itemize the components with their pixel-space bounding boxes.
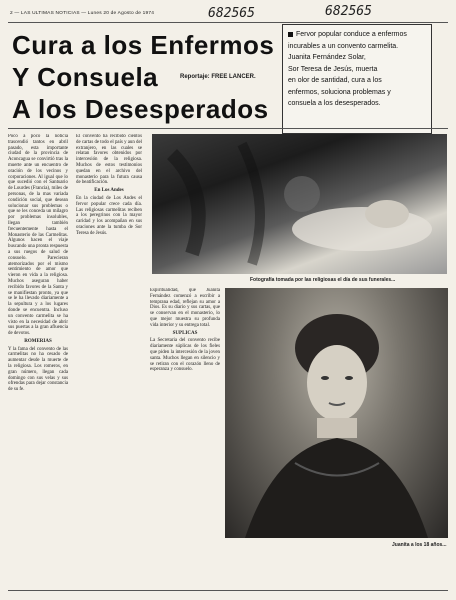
summary-box xyxy=(282,24,432,134)
subheading-romerias: ROMERIAS xyxy=(24,338,52,344)
headline-line-1: Cura a los Enfermos xyxy=(12,30,275,60)
article-column-3 xyxy=(150,288,220,588)
funeral-photo xyxy=(152,134,447,274)
bottom-rule xyxy=(8,590,448,591)
top-rule xyxy=(8,22,448,23)
funeral-photo-illustration xyxy=(152,134,447,274)
article-column-1 xyxy=(8,134,68,589)
section-rule xyxy=(8,128,448,129)
headline-line-2: Y Consuela xyxy=(12,62,159,92)
article-column-2 xyxy=(76,134,142,464)
summary-line: Sor Teresa de Jesús, muerta xyxy=(288,65,378,73)
column-text: La Secretaria del convento recibe diariamente súplicas de los fieles que piden la intercesión de la joven santa. Muchos llegan en silencio y se retiran con el corazón lleno de esperanza y consuelo. xyxy=(150,338,220,373)
running-head: 2 — LAS ULTIMAS NOTICIAS — Lunes 20 de Agosto de 1974 xyxy=(10,11,155,16)
portrait-illustration xyxy=(225,288,448,538)
column-text: En la ciudad de Los Andes el fervor popular crece cada día. Las religiosas carmelitas reciben a los peregrinos con la mayor caridad y los acompañan en sus oraciones ante la tumba de Sor Teresa de Jesús. xyxy=(76,195,142,236)
summary-line: incurables a un convento carmelita. xyxy=(288,42,399,50)
photo-caption-2: Juanita a los 18 años... xyxy=(392,542,447,548)
summary-line: enfermos, soluciona problemas y xyxy=(288,88,391,96)
column-text: Espiritualidad, que Juanita Fernández comenzó a escribir a temprana edad, reflejan su amor a Dios. Es su diario y sus cartas, que se conservan en el monasterio, lo que mejor muestra su profunda vida interior y su entrega total. xyxy=(150,288,220,328)
summary-line: consuela a los desesperados. xyxy=(288,100,381,107)
bullet-icon xyxy=(288,32,293,37)
handwritten-number-1: 682565 xyxy=(208,6,255,21)
handwritten-number-2: 682565 xyxy=(325,4,372,19)
summary-line: Fervor popular conduce a enfermos xyxy=(288,29,426,41)
summary-line: Juanita Fernández Solar, xyxy=(288,54,366,61)
subheading-los-andes: En Los Andes xyxy=(94,188,124,194)
headline-line-3: A los Desesperados xyxy=(12,94,269,124)
column-text: Y la fama del convento de las carmelitas no ha cesado de aumentar desde la muerte de la religiosa. Los romeros, en gran número, llegan cada domingo con sus velas y sus ofrendas para dejar constancia de su fe. xyxy=(8,346,68,393)
byline: Reportaje: FREE LANCER. xyxy=(180,74,256,80)
column-text: Poco a poco la noticia trascendió tantos en abril pasado, esta importante ciudad de la provincia de Aconcagua se convirtió tras la muerte ante un encuentro de oración de los vecinos y corporaciones. Al igual que lo que sucedió con el Santuario de Lourdes (Francia), miles de personas, de la mas variada condición social, que desean solucionar sus problemas o que se les conceda un milagro por problemas insolubles, llegan también frecuentemente hasta el Monasterio de las Carmelitas. Algunos hacen el viaje buscando una pronta respuesta a sus ruegos de salud de consuelo. Parecieran atemorizados por el mismo sentimiento de amor que vieron en vida a la religiosa. Muchos aseguran haber recibido favores de la Santa y se manifiestan pronto, ya que se le ha llevado diariamente a la sepultura y a los lugares donde se encuentra. Incluso un convento carmelita se ha visto en la necesidad de abrir sus puertas a la gran afluencia de devotos. xyxy=(8,134,68,337)
photo-caption-1: Fotografía tomada por las religiosas el día de sus funerales... xyxy=(250,277,396,283)
summary-line: en olor de santidad, cura a los xyxy=(288,77,382,84)
portrait-photo xyxy=(225,288,448,538)
column-text: El convento ha recibido cientos de cartas de todo el país y aun del extranjero, en las cuales se relatan favores obtenidos por intercesión de la religiosa. Muchos de estos testimonios quedan en el archivo del monasterio para la futura causa de beatificación. xyxy=(76,134,142,186)
subheading-suplicas: SUPLICAS xyxy=(172,330,198,336)
